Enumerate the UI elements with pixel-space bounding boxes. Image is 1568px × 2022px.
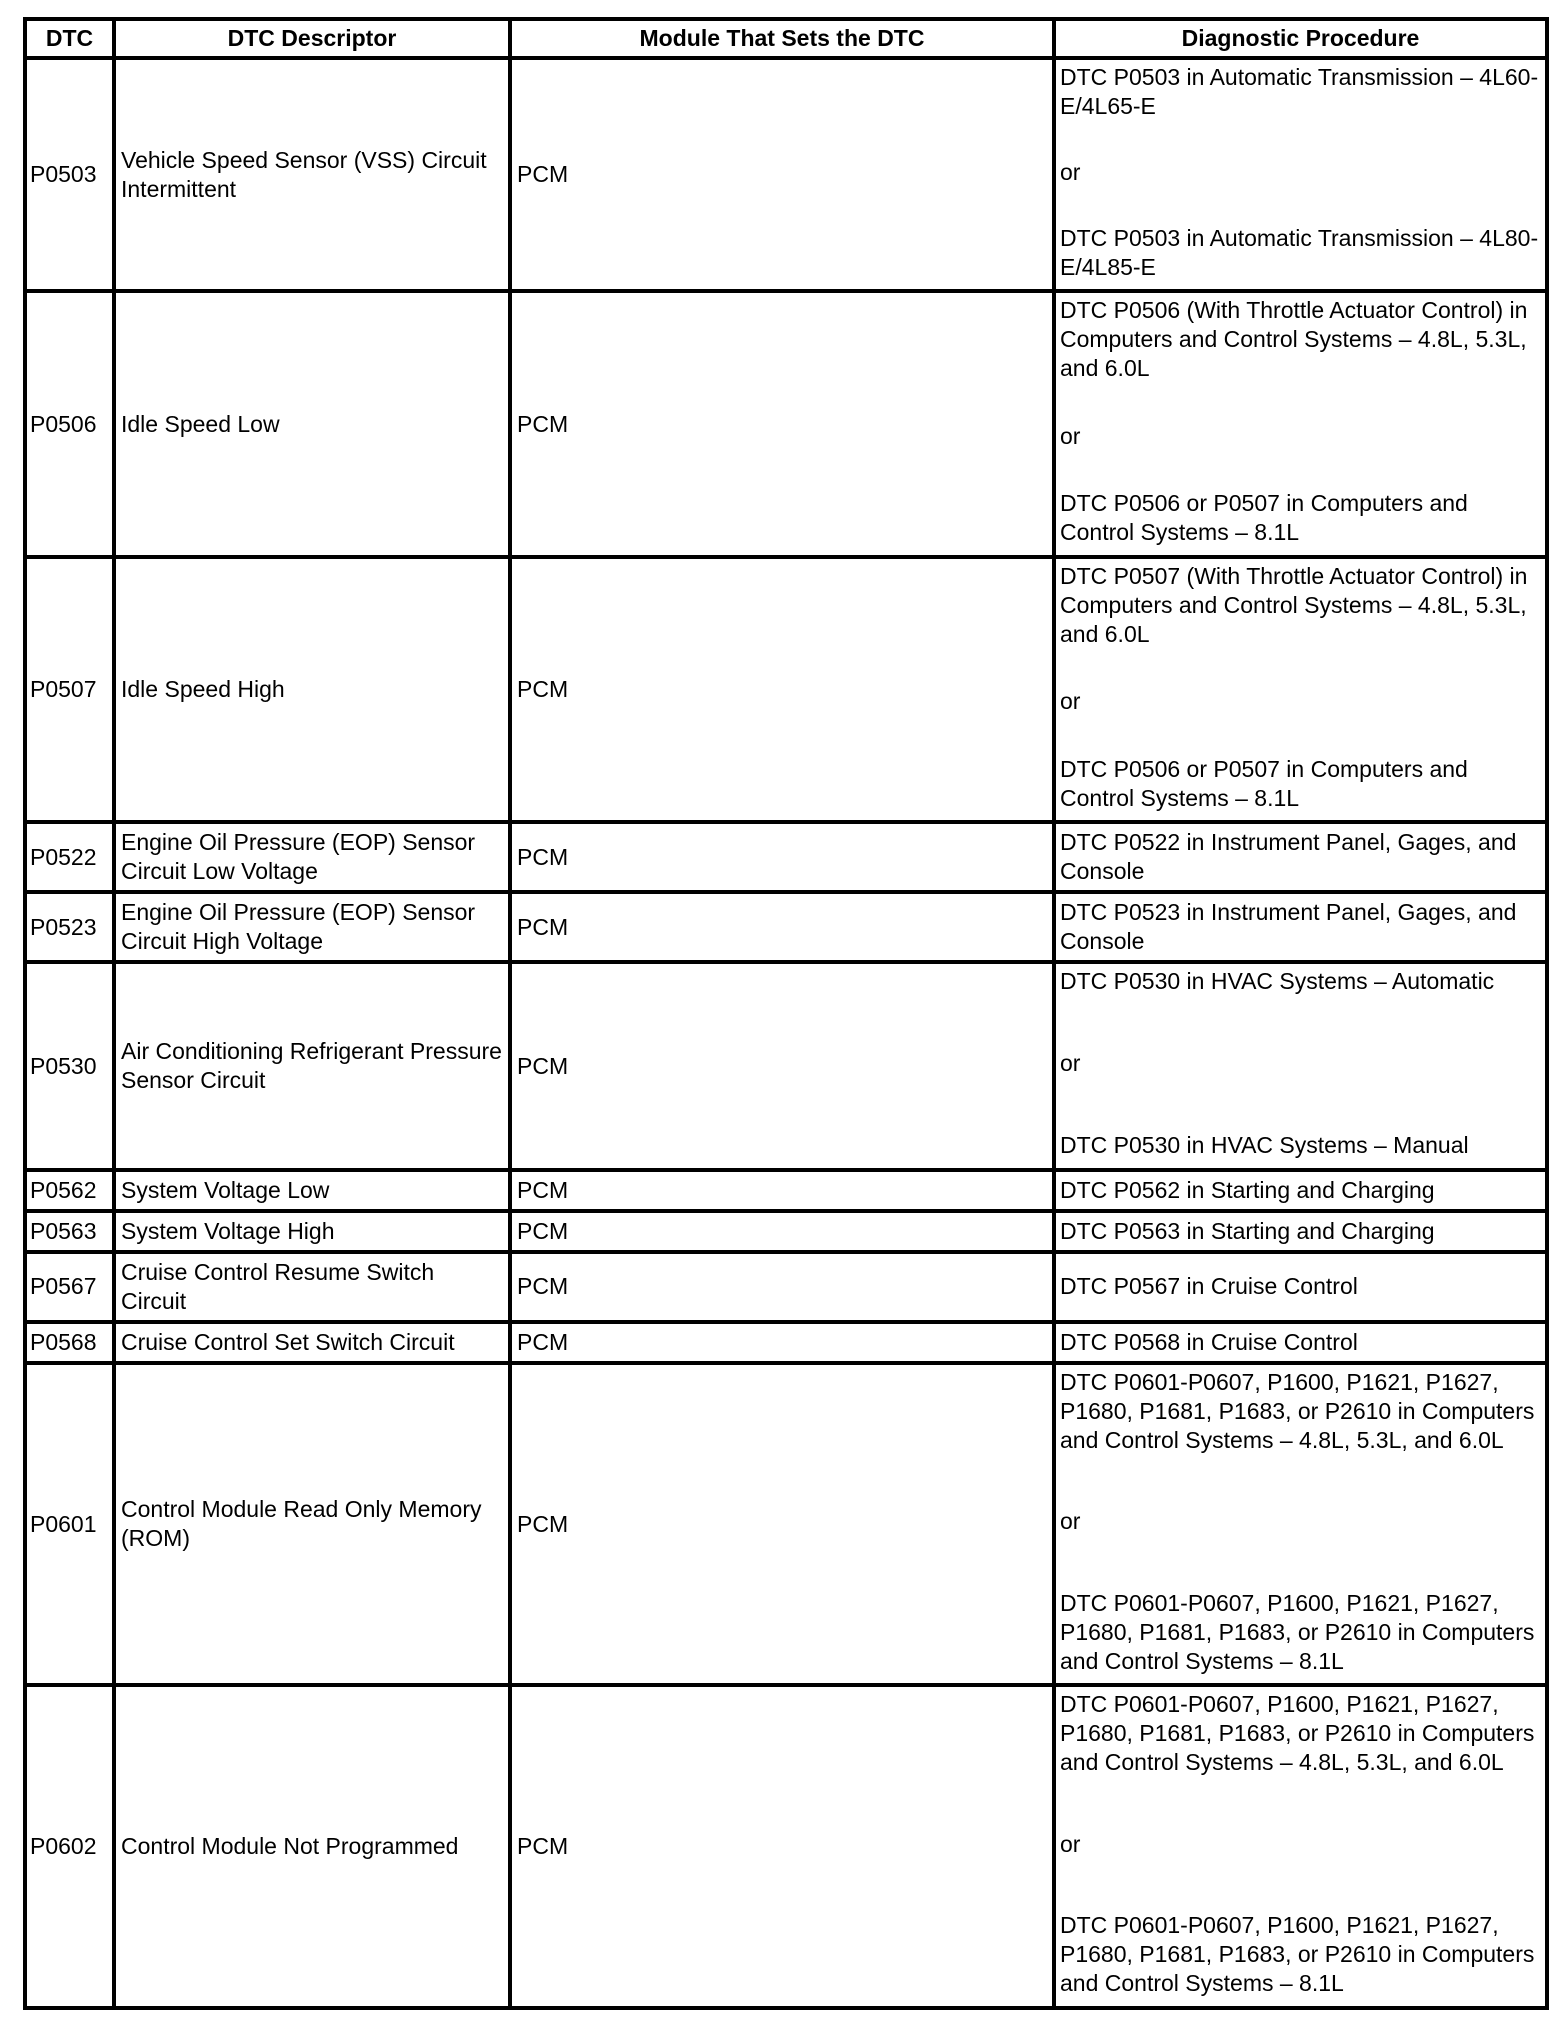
dtc-descriptor-cell: System Voltage Low <box>114 1170 510 1211</box>
or-separator: or <box>1060 1508 1081 1535</box>
procedure-text: DTC P0601-P0607, P1600, P1621, P1627, P1680, P1681, P1683, or P2610 in Computers and Control Systems – 4.8L, 5.3L, and 6.0L <box>1060 1368 1535 1453</box>
diagnostic-procedure-cell <box>1054 962 1547 1169</box>
dtc-code-cell: P0503 <box>25 58 114 291</box>
procedure-text: DTC P0601-P0607, P1600, P1621, P1627, P1680, P1681, P1683, or P2610 in Computers and Control Systems – 4.8L, 5.3L, and 6.0L <box>1060 1691 1535 1776</box>
diagnostic-procedure-cell <box>1054 1322 1547 1363</box>
dtc-descriptor-cell: Air Conditioning Refrigerant Pressure Sensor Circuit <box>114 962 510 1169</box>
diagnostic-procedure-cell <box>1054 1211 1547 1252</box>
diagnostic-procedure-cell <box>1054 1170 1547 1211</box>
module-cell: PCM <box>510 557 1054 822</box>
module-cell: PCM <box>510 892 1054 962</box>
or-separator: or <box>1060 422 1081 449</box>
diagnostic-procedure-cell <box>1054 557 1547 822</box>
procedure-text: DTC P0601-P0607, P1600, P1621, P1627, P1680, P1681, P1683, or P2610 in Computers and Control Systems – 8.1L <box>1060 1589 1535 1674</box>
procedure-text: DTC P0568 in Cruise Control <box>1060 1328 1358 1355</box>
table-row <box>25 291 1547 556</box>
dtc-descriptor-cell: Control Module Not Programmed <box>114 1685 510 2008</box>
dtc-descriptor-cell: Cruise Control Set Switch Circuit <box>114 1322 510 1363</box>
table-row <box>25 58 1547 291</box>
procedure-text: DTC P0523 in Instrument Panel, Gages, and Console <box>1060 899 1517 955</box>
diagnostic-procedure-cell <box>1054 892 1547 962</box>
procedure-text: DTC P0530 in HVAC Systems – Automatic <box>1060 968 1495 995</box>
dtc-code-cell: P0563 <box>25 1211 114 1252</box>
module-cell: PCM <box>510 1322 1054 1363</box>
dtc-descriptor-cell: Engine Oil Pressure (EOP) Sensor Circuit High Voltage <box>114 892 510 962</box>
table-row <box>25 1685 1547 2008</box>
dtc-code-cell: P0507 <box>25 557 114 822</box>
table-row <box>25 1322 1547 1363</box>
dtc-table <box>23 17 1549 2010</box>
module-cell: PCM <box>510 58 1054 291</box>
dtc-code-cell: P0601 <box>25 1363 114 1685</box>
procedure-text: DTC P0530 in HVAC Systems – Manual <box>1060 1132 1469 1159</box>
procedure-text: DTC P0503 in Automatic Transmission – 4L80-E/4L85-E <box>1060 225 1539 280</box>
table-row <box>25 822 1547 892</box>
dtc-code-cell: P0568 <box>25 1322 114 1363</box>
or-separator: or <box>1060 1830 1081 1857</box>
dtc-descriptor-cell: Idle Speed High <box>114 557 510 822</box>
procedure-text: DTC P0506 (With Throttle Actuator Control) in Computers and Control Systems – 4.8L, 5.3L, and 6.0L <box>1060 297 1528 382</box>
table-row <box>25 1363 1547 1685</box>
module-cell: PCM <box>510 291 1054 556</box>
diagnostic-procedure-cell <box>1054 1363 1547 1685</box>
or-separator: or <box>1060 159 1081 185</box>
header-procedure: Diagnostic Procedure <box>1054 19 1547 58</box>
table-row <box>25 962 1547 1169</box>
header-descriptor: DTC Descriptor <box>114 19 510 58</box>
table-body <box>25 58 1547 2008</box>
dtc-code-cell: P0523 <box>25 892 114 962</box>
dtc-code-cell: P0602 <box>25 1685 114 2008</box>
header-dtc: DTC <box>25 19 114 58</box>
dtc-descriptor-cell: Control Module Read Only Memory (ROM) <box>114 1363 510 1685</box>
module-cell: PCM <box>510 1252 1054 1322</box>
procedure-text: DTC P0567 in Cruise Control <box>1060 1273 1358 1300</box>
module-cell: PCM <box>510 1170 1054 1211</box>
procedure-text: DTC P0563 in Starting and Charging <box>1060 1217 1435 1244</box>
diagnostic-procedure-cell <box>1054 1252 1547 1322</box>
dtc-descriptor-cell: Engine Oil Pressure (EOP) Sensor Circuit Low Voltage <box>114 822 510 892</box>
table-row <box>25 1211 1547 1252</box>
diagnostic-procedure-cell <box>1054 58 1547 291</box>
procedure-text: DTC P0522 in Instrument Panel, Gages, and Console <box>1060 829 1517 885</box>
module-cell: PCM <box>510 1363 1054 1685</box>
dtc-code-cell: P0522 <box>25 822 114 892</box>
procedure-text: DTC P0601-P0607, P1600, P1621, P1627, P1680, P1681, P1683, or P2610 in Computers and Control Systems – 8.1L <box>1060 1912 1535 1997</box>
module-cell: PCM <box>510 822 1054 892</box>
table-row <box>25 892 1547 962</box>
table-row <box>25 1170 1547 1211</box>
procedure-text: DTC P0506 or P0507 in Computers and Control Systems – 8.1L <box>1060 755 1468 811</box>
diagnostic-procedure-cell <box>1054 1685 1547 2008</box>
or-separator: or <box>1060 688 1081 715</box>
dtc-code-cell: P0567 <box>25 1252 114 1322</box>
procedure-text: DTC P0562 in Starting and Charging <box>1060 1176 1435 1203</box>
dtc-descriptor-cell: Vehicle Speed Sensor (VSS) Circuit Intermittent <box>114 58 510 291</box>
dtc-descriptor-cell: Cruise Control Resume Switch Circuit <box>114 1252 510 1322</box>
header-module: Module That Sets the DTC <box>510 19 1054 58</box>
module-cell: PCM <box>510 1211 1054 1252</box>
procedure-text: DTC P0507 (With Throttle Actuator Control) in Computers and Control Systems – 4.8L, 5.3L, and 6.0L <box>1060 562 1528 647</box>
dtc-code-cell: P0530 <box>25 962 114 1169</box>
module-cell: PCM <box>510 1685 1054 2008</box>
diagnostic-procedure-cell <box>1054 291 1547 556</box>
procedure-text: DTC P0506 or P0507 in Computers and Control Systems – 8.1L <box>1060 490 1468 546</box>
header-row <box>25 19 1547 58</box>
procedure-text: DTC P0503 in Automatic Transmission – 4L60-E/4L65-E <box>1060 64 1539 119</box>
module-cell: PCM <box>510 962 1054 1169</box>
dtc-code-cell: P0506 <box>25 291 114 556</box>
table-row <box>25 1252 1547 1322</box>
table-row <box>25 557 1547 822</box>
dtc-code-cell: P0562 <box>25 1170 114 1211</box>
dtc-descriptor-cell: Idle Speed Low <box>114 291 510 556</box>
or-separator: or <box>1060 1050 1081 1077</box>
diagnostic-procedure-cell <box>1054 822 1547 892</box>
dtc-descriptor-cell: System Voltage High <box>114 1211 510 1252</box>
